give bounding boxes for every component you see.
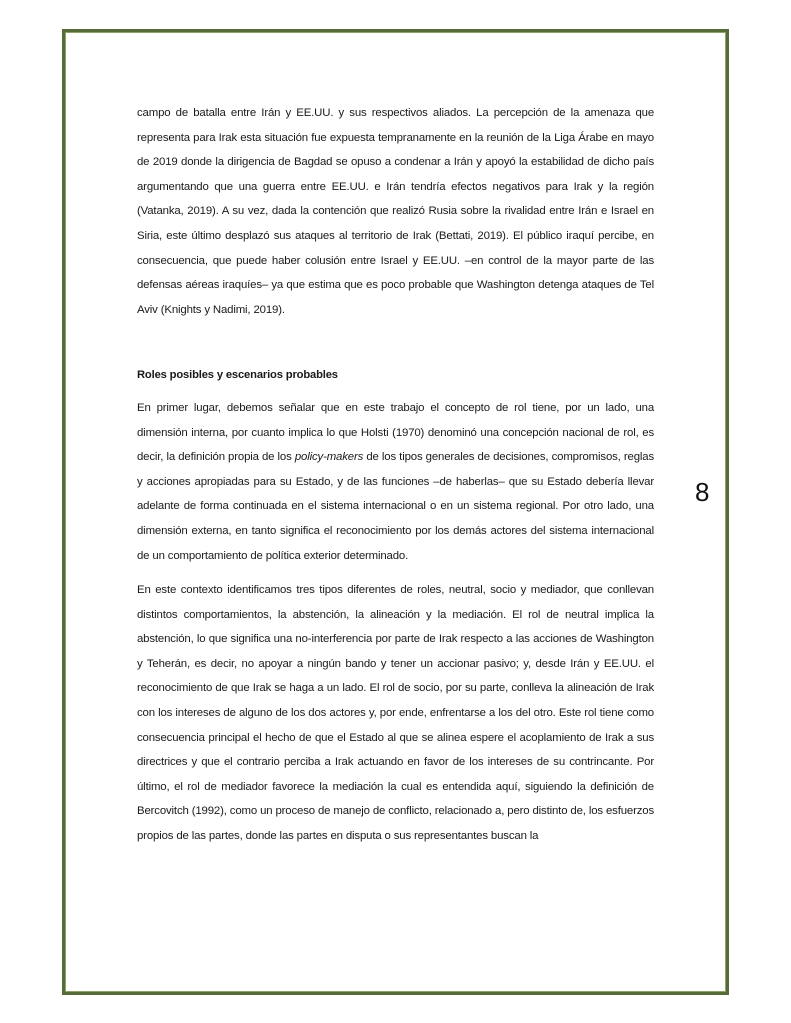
paragraph-role-types: En este contexto identificamos tres tipos diferentes de roles, neutral, socio y mediador, que conllevan distintos comportamientos, la abstención, la alineación y la mediación. El rol de neutral implica la abstención, lo que significa una no-interferencia por parte de Irak respecto a las acciones de Washington y Teherán, es decir, no apoyar a ningún bando y tener un accionar pasivo; y, desde Irán y EE.UU. el reconocimiento de que Irak se haga a un lado. El rol de socio, por su parte, conlleva la alineación de Irak con los intereses de alguno de los dos actores y, por ende, enfrentarse a los del otro. Este rol tiene como consecuencia principal el hecho de que el Estado al que se alinea espere el acoplamiento de Irak a sus directrices y que el contrario perciba a Irak actuando en favor de los intereses de su contrincante. Por último, el rol de mediador favorece la mediación la cual es entendida aquí, siguiendo la definición de Bercovitch (1992), como un proceso de manejo de conflicto, relacionado a, pero distinto de, los esfuerzos propios de las partes, donde las partes en disputa o sus representantes buscan la xyxy=(137,584,654,843)
paragraph-threat-perception: campo de batalla entre Irán y EE.UU. y sus respectivos aliados. La percepción de la amenaza que representa para Irak esta situación fue expuesta tempranamente en la reunión de la Liga Árabe en mayo de 2019 donde la dirigencia de Bagdad se opuso a condenar a Irán y apoyó la estabilidad de dicho país argumentando que una guerra entre EE.UU. e Irán tendría efectos negativos para Irak y la región (Vatanka, 2019). A su vez, dada la contención que realizó Rusia sobre la rivalidad entre Irán e Israel en Siria, este último desplazó sus ataques al territorio de Irak (Bettati, 2019). El público iraquí percibe, en consecuencia, que puede haber colusión entre Israel y EE.UU. –en control de la mayor parte de las defensas aéreas iraquíes– ya que estima que es poco probable que Washington detenga ataques de Tel Aviv (Knights y Nadimi, 2019). xyxy=(137,107,654,316)
paragraph-role-concept xyxy=(137,396,654,568)
italic-term: policy-makers xyxy=(294,451,364,464)
section-heading: Roles posibles y escenarios probables xyxy=(137,369,338,382)
paragraph-text: de los tipos generales de decisiones, compromisos, reglas y acciones apropiadas para su Estado, y de las funciones –de haberlas– que su Estado debería llevar adelante de forma continuada en el sistema internacional o en un sistema regional. Por otro lado, una dimensión externa, en tanto significa el reconocimiento por los demás actores del sistema internacional de un comportamiento de política exterior determinado. xyxy=(137,451,654,562)
page-number: 8 xyxy=(695,477,710,507)
document-body xyxy=(137,101,654,849)
paragraph-text: En primer lugar, debemos señalar que en este trabajo el concepto de rol tiene, por un lado, una dimensión interna, por cuanto implica lo que Holsti (1970) denominó una concepción nacional de rol, es decir, la definición propia de los xyxy=(137,401,654,464)
